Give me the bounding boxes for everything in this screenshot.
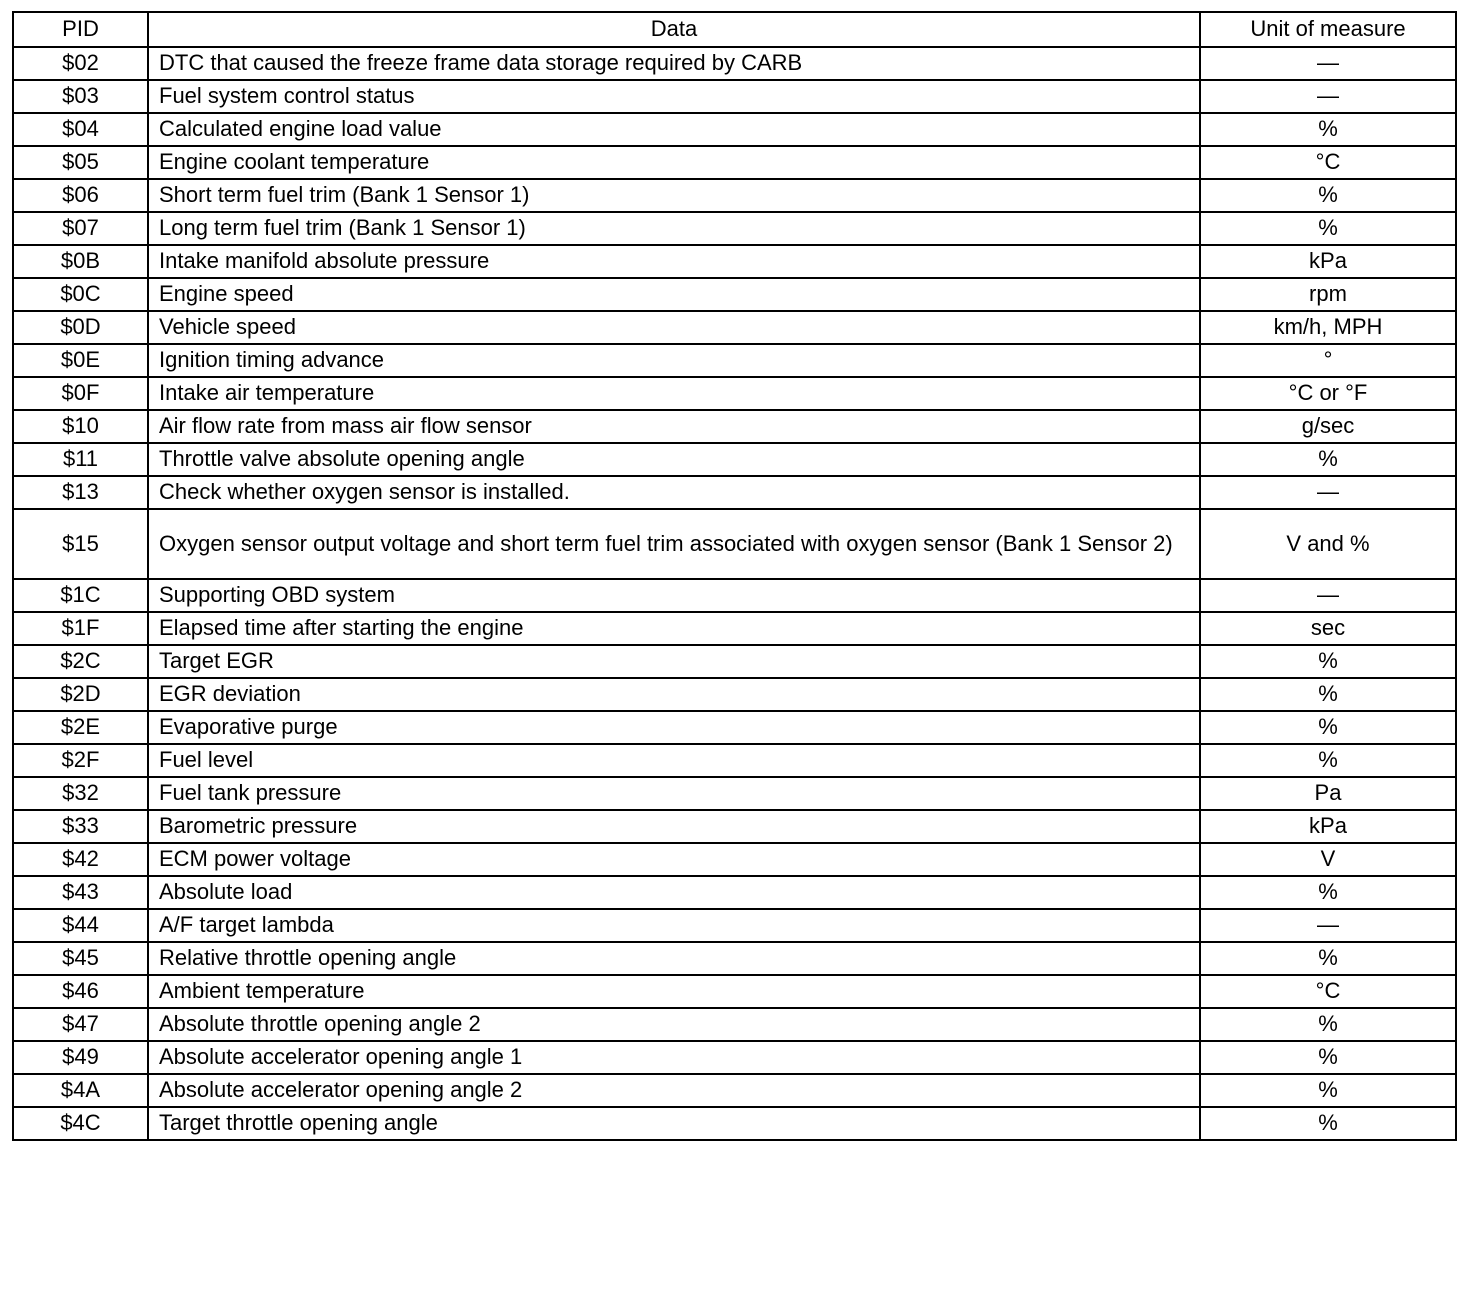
pid-cell: $42 <box>13 843 148 876</box>
table-row <box>13 146 1456 179</box>
table-row <box>13 579 1456 612</box>
data-cell: Ambient temperature <box>148 975 1200 1008</box>
pid-cell: $0F <box>13 377 148 410</box>
table-row <box>13 344 1456 377</box>
unit-cell: % <box>1200 645 1456 678</box>
unit-cell: % <box>1200 744 1456 777</box>
data-cell: Engine speed <box>148 278 1200 311</box>
unit-cell: °C <box>1200 975 1456 1008</box>
table-row <box>13 245 1456 278</box>
table-row <box>13 113 1456 146</box>
pid-cell: $32 <box>13 777 148 810</box>
pid-cell: $2F <box>13 744 148 777</box>
unit-cell: % <box>1200 1074 1456 1107</box>
table-row <box>13 612 1456 645</box>
data-cell: Intake air temperature <box>148 377 1200 410</box>
table-row <box>13 810 1456 843</box>
pid-cell: $06 <box>13 179 148 212</box>
pid-cell: $0E <box>13 344 148 377</box>
unit-cell: — <box>1200 909 1456 942</box>
data-cell: Barometric pressure <box>148 810 1200 843</box>
pid-cell: $07 <box>13 212 148 245</box>
unit-cell: ° <box>1200 344 1456 377</box>
pid-data-table <box>12 11 1457 1141</box>
data-cell: Intake manifold absolute pressure <box>148 245 1200 278</box>
unit-cell: % <box>1200 1008 1456 1041</box>
table-row <box>13 476 1456 509</box>
header-row <box>13 12 1456 47</box>
data-cell: Oxygen sensor output voltage and short term fuel trim associated with oxygen sensor (Bank 1 Sensor 2) <box>148 509 1200 579</box>
pid-cell: $4C <box>13 1107 148 1140</box>
data-cell: Fuel level <box>148 744 1200 777</box>
pid-cell: $47 <box>13 1008 148 1041</box>
pid-cell: $05 <box>13 146 148 179</box>
pid-cell: $1C <box>13 579 148 612</box>
header-data: Data <box>148 12 1200 47</box>
unit-cell: — <box>1200 47 1456 80</box>
unit-cell: % <box>1200 711 1456 744</box>
unit-cell: — <box>1200 476 1456 509</box>
data-cell: Supporting OBD system <box>148 579 1200 612</box>
table-row <box>13 777 1456 810</box>
unit-cell: — <box>1200 80 1456 113</box>
pid-cell: $2D <box>13 678 148 711</box>
unit-cell: °C <box>1200 146 1456 179</box>
data-cell: A/F target lambda <box>148 909 1200 942</box>
header-unit: Unit of measure <box>1200 12 1456 47</box>
pid-cell: $49 <box>13 1041 148 1074</box>
unit-cell: km/h, MPH <box>1200 311 1456 344</box>
data-cell: Air flow rate from mass air flow sensor <box>148 410 1200 443</box>
table-row <box>13 509 1456 579</box>
table-row <box>13 843 1456 876</box>
unit-cell: Pa <box>1200 777 1456 810</box>
data-cell: Engine coolant temperature <box>148 146 1200 179</box>
pid-cell: $04 <box>13 113 148 146</box>
data-cell: Target EGR <box>148 645 1200 678</box>
pid-cell: $4A <box>13 1074 148 1107</box>
data-cell: Target throttle opening angle <box>148 1107 1200 1140</box>
pid-cell: $03 <box>13 80 148 113</box>
table-row <box>13 179 1456 212</box>
data-cell: Evaporative purge <box>148 711 1200 744</box>
data-cell: Vehicle speed <box>148 311 1200 344</box>
data-cell: Elapsed time after starting the engine <box>148 612 1200 645</box>
table-row <box>13 47 1456 80</box>
table-row <box>13 443 1456 476</box>
table-row <box>13 909 1456 942</box>
unit-cell: g/sec <box>1200 410 1456 443</box>
pid-cell: $1F <box>13 612 148 645</box>
unit-cell: kPa <box>1200 810 1456 843</box>
data-cell: Relative throttle opening angle <box>148 942 1200 975</box>
unit-cell: % <box>1200 113 1456 146</box>
table-row <box>13 1041 1456 1074</box>
table-row <box>13 645 1456 678</box>
pid-cell: $44 <box>13 909 148 942</box>
data-cell: Fuel tank pressure <box>148 777 1200 810</box>
table-row <box>13 311 1456 344</box>
unit-cell: sec <box>1200 612 1456 645</box>
unit-cell: rpm <box>1200 278 1456 311</box>
data-cell: Calculated engine load value <box>148 113 1200 146</box>
pid-cell: $2C <box>13 645 148 678</box>
pid-cell: $2E <box>13 711 148 744</box>
pid-cell: $0D <box>13 311 148 344</box>
data-cell: Fuel system control status <box>148 80 1200 113</box>
unit-cell: kPa <box>1200 245 1456 278</box>
pid-cell: $13 <box>13 476 148 509</box>
table-row <box>13 1008 1456 1041</box>
table-row <box>13 1107 1456 1140</box>
table-row <box>13 744 1456 777</box>
unit-cell: % <box>1200 1041 1456 1074</box>
pid-cell: $11 <box>13 443 148 476</box>
pid-cell: $46 <box>13 975 148 1008</box>
unit-cell: V <box>1200 843 1456 876</box>
pid-cell: $43 <box>13 876 148 909</box>
data-cell: Absolute load <box>148 876 1200 909</box>
unit-cell: % <box>1200 212 1456 245</box>
pid-cell: $0C <box>13 278 148 311</box>
data-cell: Absolute accelerator opening angle 2 <box>148 1074 1200 1107</box>
header-pid: PID <box>13 12 148 47</box>
unit-cell: % <box>1200 1107 1456 1140</box>
data-cell: ECM power voltage <box>148 843 1200 876</box>
pid-cell: $10 <box>13 410 148 443</box>
table-row <box>13 942 1456 975</box>
data-cell: Short term fuel trim (Bank 1 Sensor 1) <box>148 179 1200 212</box>
unit-cell: % <box>1200 876 1456 909</box>
unit-cell: V and % <box>1200 509 1456 579</box>
data-cell: Throttle valve absolute opening angle <box>148 443 1200 476</box>
unit-cell: °C or °F <box>1200 377 1456 410</box>
unit-cell: % <box>1200 678 1456 711</box>
table-row <box>13 1074 1456 1107</box>
pid-cell: $02 <box>13 47 148 80</box>
unit-cell: — <box>1200 579 1456 612</box>
pid-cell: $15 <box>13 509 148 579</box>
table-row <box>13 80 1456 113</box>
unit-cell: % <box>1200 443 1456 476</box>
table-row <box>13 410 1456 443</box>
table-row <box>13 377 1456 410</box>
table-row <box>13 876 1456 909</box>
data-cell: Absolute accelerator opening angle 1 <box>148 1041 1200 1074</box>
data-cell: Absolute throttle opening angle 2 <box>148 1008 1200 1041</box>
table-row <box>13 711 1456 744</box>
pid-cell: $0B <box>13 245 148 278</box>
data-cell: EGR deviation <box>148 678 1200 711</box>
data-cell: Ignition timing advance <box>148 344 1200 377</box>
table-row <box>13 278 1456 311</box>
table-row <box>13 212 1456 245</box>
unit-cell: % <box>1200 942 1456 975</box>
data-cell: Long term fuel trim (Bank 1 Sensor 1) <box>148 212 1200 245</box>
table-row <box>13 678 1456 711</box>
data-cell: Check whether oxygen sensor is installed. <box>148 476 1200 509</box>
table-row <box>13 975 1456 1008</box>
pid-cell: $45 <box>13 942 148 975</box>
data-cell: DTC that caused the freeze frame data storage required by CARB <box>148 47 1200 80</box>
unit-cell: % <box>1200 179 1456 212</box>
pid-cell: $33 <box>13 810 148 843</box>
